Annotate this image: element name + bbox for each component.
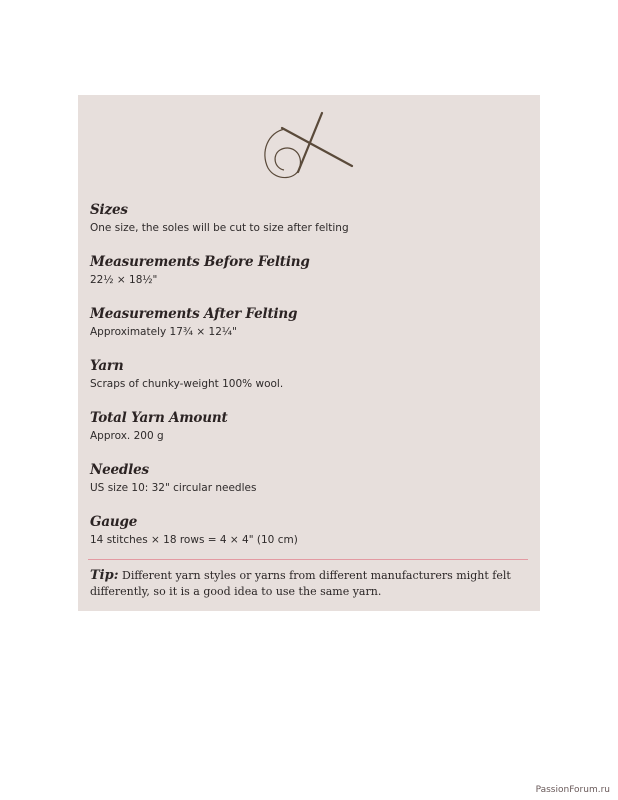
pattern-info-card [78, 95, 540, 611]
section-value: US size 10: 32" circular needles [90, 482, 257, 494]
section-heading: Measurements After Felting [90, 306, 298, 322]
tip-paragraph [90, 568, 522, 600]
section-heading: Yarn [90, 358, 124, 374]
section-value: 14 stitches × 18 rows = 4 × 4" (10 cm) [90, 534, 298, 546]
watermark: PassionForum.ru [535, 785, 610, 795]
divider [88, 559, 528, 560]
section-value: 22½ × 18½" [90, 274, 158, 286]
section-heading: Needles [90, 462, 149, 478]
section-needles [90, 461, 530, 495]
circular-needles-icon [260, 108, 360, 186]
section-value: Approximately 17¾ × 12¼" [90, 326, 237, 338]
section-heading: Measurements Before Felting [90, 254, 310, 270]
section-value: Approx. 200 g [90, 430, 164, 442]
section-measurements-before [90, 253, 530, 287]
section-measurements-after [90, 305, 530, 339]
section-yarn [90, 357, 530, 391]
section-value: Scraps of chunky-weight 100% wool. [90, 378, 284, 390]
section-sizes [90, 201, 530, 235]
tip-text: Different yarn styles or yarns from different manufacturers might felt differently, so it is a good idea to use the same yarn. [90, 569, 511, 598]
section-heading: Gauge [90, 514, 138, 530]
section-gauge [90, 513, 530, 547]
tip-label: Tip: [90, 568, 119, 583]
section-total-yarn-amount [90, 409, 530, 443]
section-heading: Total Yarn Amount [90, 410, 228, 426]
section-heading: Sizes [90, 202, 128, 218]
section-value: One size, the soles will be cut to size after felting [90, 222, 349, 234]
